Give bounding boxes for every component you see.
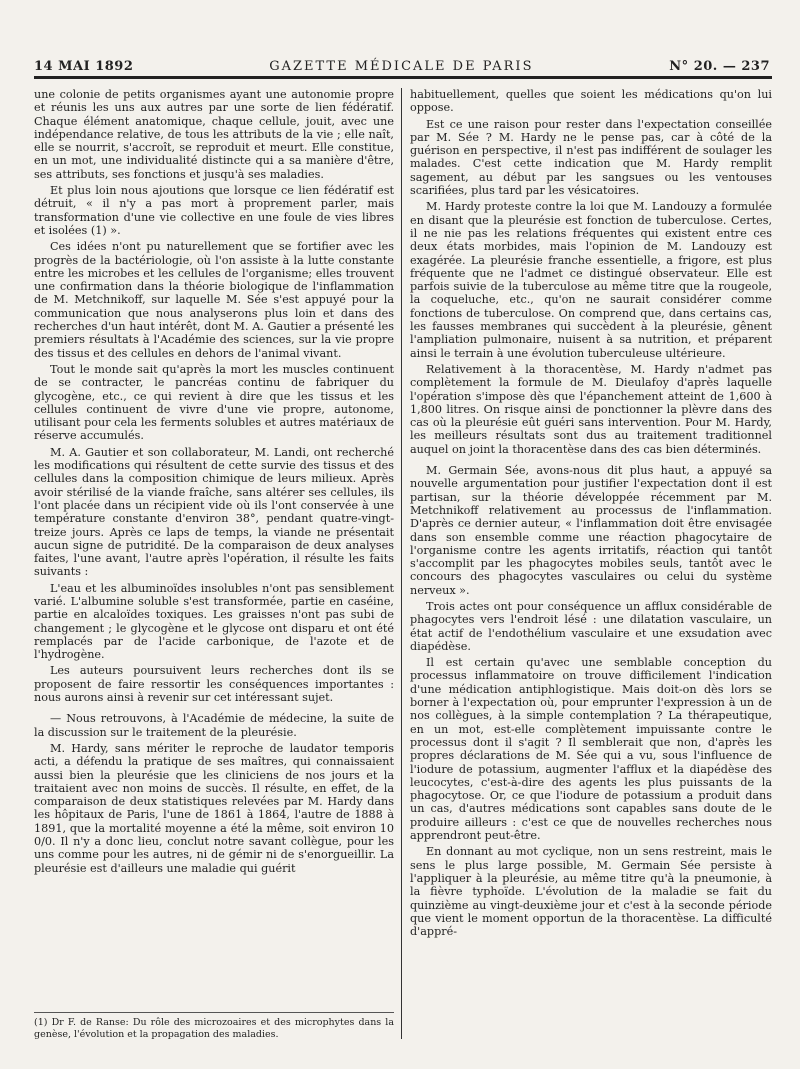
issue-number: N° 20. — 237 bbox=[669, 59, 770, 74]
left-column bbox=[34, 88, 394, 1049]
paragraph: — Nous retrouvons, à l'Académie de médecine, la suite de la discussion sur le traitement de la pleurésie. bbox=[34, 712, 394, 739]
right-column bbox=[410, 88, 772, 1049]
paragraph: une colonie de petits organismes ayant une autonomie propre et réunis les uns aux autres par une sorte de lien fédératif. Chaque élément anatomique, chaque cellule, jouit, avec une indépendance relative, de tous les attributs de la vie ; elle naît, elle se nourrit, s'accroît, se reproduit et meurt. Elle constitue, en un mot, une individualité distincte qui a sa manière d'être, ses attributs, ses fonctions et jusqu'à ses maladies. bbox=[34, 88, 394, 181]
paragraph: Trois actes ont pour conséquence un afflux considérable de phagocytes vers l'endroit lésé : une dilatation vasculaire, un état actif de l'endothélium vasculaire et une exsudation avec diapédèse. bbox=[410, 599, 772, 653]
paragraph: Les auteurs poursuivent leurs recherches dont ils se proposent de faire ressortir les conséquences importantes : nous aurons ainsi à revenir sur cet intéressant sujet. bbox=[34, 664, 394, 705]
paragraph: Est ce une raison pour rester dans l'expectation conseillée par M. Sée ? M. Hardy ne le pense pas, car à côté de la guérison en perspective, il n'est pas indifférent de soulager les malades. C'est cette indication que M. Hardy remplit sagement, au début par les sangsues ou les ventouses scarifiées, plus tard par les vésicatoires. bbox=[410, 117, 772, 198]
section-gap bbox=[34, 704, 394, 712]
paragraph: M. Hardy proteste contre la loi que M. Landouzy a formulée en disant que la pleurésie est fonction de tuberculose. Certes, il ne nie pas les relations fréquentes qui existent entre ces deux états morbides, mais l'opinion de M. Landouzy est exagérée. La pleurésie franche essentielle, a frigore, est plus fréquente que ne l'admet ce distingué observateur. Elle est parfois suivie de la tuberculose au même titre que la rougeole, la coqueluche, etc., qu'on ne saurait considérer comme fonctions de tuberculose. On comprend que, dans certains cas, les fausses membranes qui succèdent à la pleurésie, gênent l'ampliation pulmonaire, nuisent à sa nutrition, et préparent ainsi le terrain à une évolution tuberculeuse ultérieure. bbox=[410, 200, 772, 360]
section-gap bbox=[410, 456, 772, 464]
paragraph: L'eau et les albuminoïdes insolubles n'ont pas sensiblement varié. L'albumine soluble s'est transformée, partie en caséine, partie en alcaloïdes toxiques. Les graisses n'ont pas subi de changement ; le glycogène et le glycose ont disparu et ont été remplacés par de l'acide carbonique, de l'azote et de l'hydrogène. bbox=[34, 581, 394, 662]
paragraph: Et plus loin nous ajoutions que lorsque ce lien fédératif est détruit, « il n'y a pas mort à proprement parler, mais transformation d'une vie collective en une foule de vies libres et isolées (1) ». bbox=[34, 184, 394, 237]
paragraph: Tout le monde sait qu'après la mort les muscles continuent de se contracter, le pancréas continu de fabriquer du glycogène, etc., ce qui revient à dire que les tissus et les cellules continuent de vivre d'une vie propre, autonome, utilisant pour cela les ferments solubles et autres matériaux de réserve accumulés. bbox=[34, 362, 394, 443]
footnote: (1) Dr F. de Ranse: Du rôle des microzoaires et des microphytes dans la genèse, l'évolution et la propagation des maladies. bbox=[34, 1012, 394, 1041]
paragraph: Ces idées n'ont pu naturellement que se fortifier avec les progrès de la bactériologie, où l'on assiste à la lutte constante entre les microbes et les cellules de l'organisme; elles trouvent une confirmation dans la théorie biologique de l'inflammation de M. Metchnikoff, sur laquelle M. Sée s'est appuyé pour la communication que nous analyserons plus loin et dans des recherches d'un haut intérêt, dont M. A. Gautier a présenté les premiers résultats à l'Académie des sciences, sur la vie propre des tissus et des cellules en dehors de l'animal vivant. bbox=[34, 240, 394, 360]
journal-title: GAZETTE MÉDICALE DE PARIS bbox=[269, 59, 534, 74]
paragraph: M. Hardy, sans mériter le reproche de laudator temporis acti, a défendu la pratique de ses maîtres, qui connaissaient aussi bien la pleurésie que les cliniciens de nos jours et la traitaient avec non moins de succès. Il résulte, en effet, de la comparaison de deux statistiques relevées par M. Hardy dans les hôpitaux de Paris, l'une de 1861 à 1864, l'autre de 1888 à 1891, que la mortalité moyenne a été la même, soit environ 10 0/0. Il n'y a donc lieu, conclut notre savant collègue, pour les uns comme pour les autres, ni de gémir ni de s'enorgueillir. La pleurésie est d'ailleurs une maladie qui guérit bbox=[34, 741, 394, 875]
column-divider bbox=[401, 88, 402, 1039]
paragraph: habituellement, quelles que soient les médications qu'on lui oppose. bbox=[410, 88, 772, 115]
page-header bbox=[34, 52, 770, 74]
paragraph: M. Germain Sée, avons-nous dit plus haut, a appuyé sa nouvelle argumentation pour justifier l'expectation dont il est partisan, sur la théorie développée récemment par M. Metchnikoff relativement au processus de l'inflammation. D'après ce dernier auteur, « l'inflammation doit être envisagée dans son ensemble comme une réaction phagocytaire de l'organisme contre les agents irritatifs, réaction qui tantôt s'accomplit par les phagocytes mobiles seuls, tantôt avec le concours des phagocytes vasculaires ou celui du système nerveux ». bbox=[410, 464, 772, 597]
paragraph: M. A. Gautier et son collaborateur, M. Landi, ont recherché les modifications qui résultent de cette survie des tissus et des cellules dans la composition chimique de leurs milieux. Après avoir stérilisé de la viande fraîche, sans altérer ses cellules, ils l'ont placée dans un récipient vide où ils l'ont conservée à une température constante d'environ 38°, pendant quatre-vingt-treize jours. Après ce laps de temps, la viande ne présentait aucun signe de putridité. De la comparaison de deux analyses faites, l'une avant, l'autre après l'opération, il résulte les faits suivants : bbox=[34, 445, 394, 579]
paragraph: Relativement à la thoracentèse, M. Hardy n'admet pas complètement la formule de M. Dieulafoy d'après laquelle l'opération s'impose dès que l'épanchement atteint de 1,600 à 1,800 litres. On risque ainsi de ponctionner la plèvre dans des cas où la pleurésie eût guéri sans intervention. Pour M. Hardy, les meilleurs résultats sont dus au traitement traditionnel auquel on joint la thoracentèse dans des cas bien déterminés. bbox=[410, 362, 772, 456]
paragraph: En donnant au mot cyclique, non un sens restreint, mais le sens le plus large possible, M. Germain Sée persiste à l'appliquer à la pleurésie, au même titre qu'à la pneumonie, à la fièvre typhoïde. L'évolution de la maladie se fait du quinzième au vingt-deuxième jour et c'est à la seconde période que vient le moment opportun de la thoracentèse. La difficulté d'appré- bbox=[410, 845, 772, 939]
paragraph: Il est certain qu'avec une semblable conception du processus inflammatoire on trouve difficilement l'indication d'une médication antiphlogistique. Mais doit-on dès lors se borner à l'expectation où, pour emprunter l'expression à un de nos collègues, à la simple contemplation ? La thérapeutique, en un mot, est-elle complètement impuissante contre le processus dont il s'agit ? Il semblerait que non, d'après les propres déclarations de M. Sée qui a vu, sous l'influence de l'iodure de potassium, augmenter l'afflux et la diapédèse des leucocytes, c'est-à-dire des agents les plus puissants de la phagocytose. Or, ce que l'iodure de potassium a produit dans un cas, d'autres médications sont capables sans doute de le produire ailleurs : c'est ce que de nouvelles recherches nous apprendront peut-être. bbox=[410, 656, 772, 843]
issue-date: 14 MAI 1892 bbox=[34, 59, 134, 74]
header-rule bbox=[34, 76, 772, 79]
